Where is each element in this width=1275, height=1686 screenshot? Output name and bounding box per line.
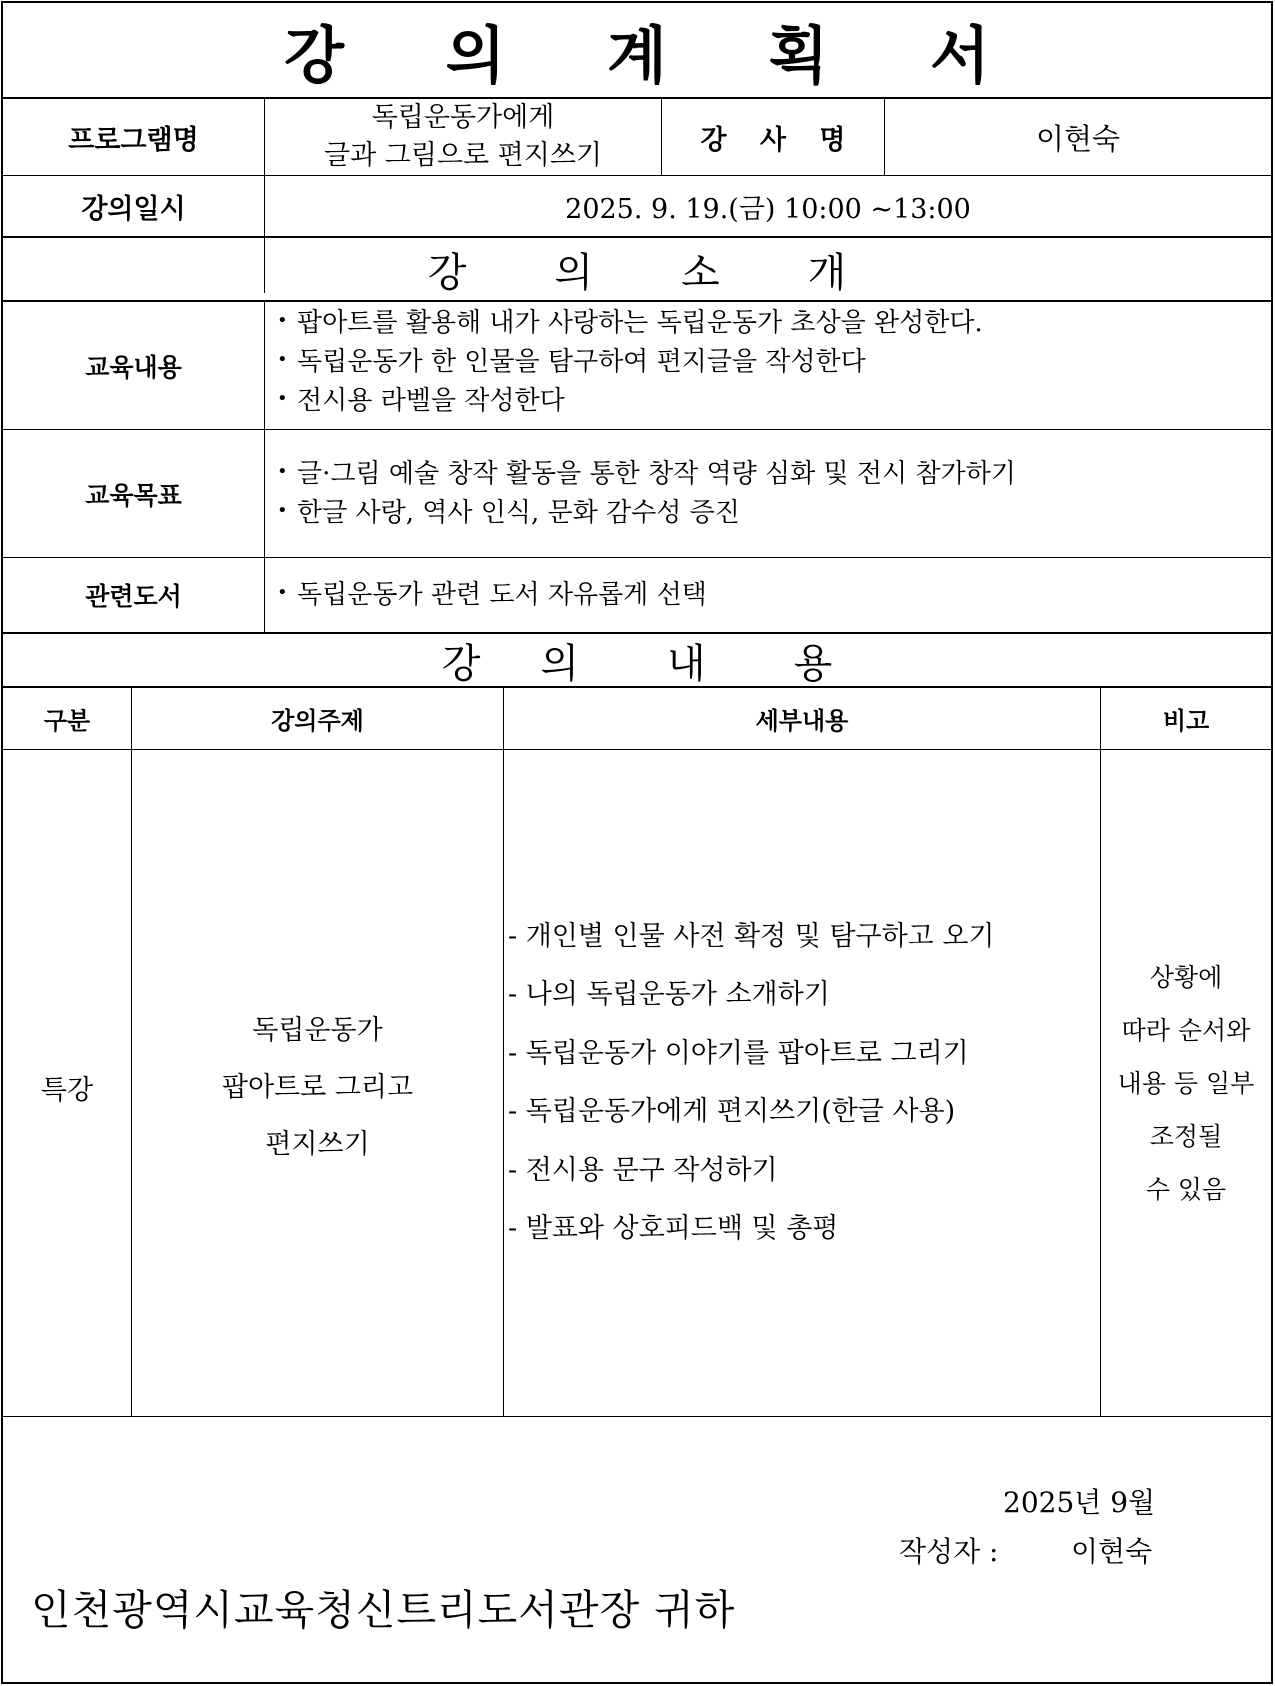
document-title: 강 의 계 획 서 [284,18,1030,92]
program-value-line2: 글과 그림으로 편지쓰기 [324,140,602,171]
detail-item: - 독립운동가에게 편지쓰기(한글 사용) [508,1096,956,1127]
header-note: 비고 [1162,707,1210,735]
lecture-category: 특강 [40,1074,94,1106]
list-item: • 한글 사랑, 역사 인식, 문화 감수성 증진 [277,494,1271,533]
footer-date: 2025년 9월 [1003,1486,1156,1519]
header-details: 세부내용 [755,707,849,735]
theme-line: 팝아트로 그리고 [221,1071,414,1103]
intro-section-heading [3,238,1271,300]
related-books-label: 관련도서 [85,582,182,611]
education-goal-list [265,430,1271,557]
detail-item: - 나의 독립운동가 소개하기 [508,979,830,1010]
lecture-theme [132,750,503,1416]
note-line: 수 있음 [1145,1174,1227,1204]
list-item: • 독립운동가 관련 도서 자유롭게 선택 [277,576,1271,615]
program-value-line1: 독립운동가에게 [371,102,555,133]
note-line: 상황에 [1149,962,1223,992]
detail-item: - 개인별 인물 사전 확정 및 탐구하고 오기 [508,920,995,952]
program-value [265,99,661,175]
content-heading-char: 내 [667,640,706,687]
detail-item: - 독립운동가 이야기를 팝아트로 그리기 [508,1037,969,1069]
list-item: • 전시용 라벨을 작성한다 [277,382,1271,421]
lecture-details-list [504,750,1100,1416]
author-label: 작성자 : [899,1535,999,1568]
intro-heading-char: 강 [427,249,467,296]
list-item: • 글·그림 예술 창작 활동을 통한 창작 역량 심화 및 전시 참가하기 [277,455,1271,494]
divider [3,1416,1271,1417]
note-line: 조정될 [1149,1121,1223,1151]
note-line: 내용 등 일부 [1117,1068,1255,1098]
education-goal-label: 교육목표 [85,480,182,510]
list-item: • 독립운동가 한 인물을 탐구하여 편지글을 작성한다 [277,343,1271,382]
theme-line: 독립운동가 [252,1014,383,1046]
list-item: • 팝아트를 활용해 내가 사랑하는 독립운동가 초상을 완성한다. [277,304,1271,343]
program-label: 프로그램명 [68,124,199,156]
header-category: 구분 [43,707,91,735]
schedule-label: 강의일시 [81,193,186,225]
lecture-note [1101,750,1271,1416]
intro-heading-char: 의 [554,249,593,296]
lecture-plan-document [1,1,1273,1684]
related-books-list [265,558,1271,632]
education-content-list [265,302,1271,429]
instructor-label: 강 사 명 [700,124,858,156]
intro-heading-char: 소 [681,249,720,296]
content-section-heading [3,634,1271,686]
intro-heading-char: 개 [807,249,847,296]
theme-line: 편지쓰기 [265,1128,370,1160]
instructor-value: 이현숙 [1035,121,1121,156]
detail-item: - 발표와 상호피드백 및 총평 [508,1213,839,1244]
education-content-label: 교육내용 [85,352,182,382]
recipient: 인천광역시교육청신트리도서관장 귀하 [31,1586,736,1634]
content-heading-char: 용 [793,640,833,687]
content-heading-char: 의 [540,640,579,687]
content-heading-char: 강 [441,640,481,687]
detail-item: - 전시용 문구 작성하기 [508,1154,778,1186]
note-line: 따라 순서와 [1121,1015,1251,1045]
schedule-value: 2025. 9. 19.(금) 10:00 ~13:00 [565,193,971,225]
author-name: 이현숙 [1071,1535,1153,1568]
header-theme: 강의주제 [271,707,364,735]
